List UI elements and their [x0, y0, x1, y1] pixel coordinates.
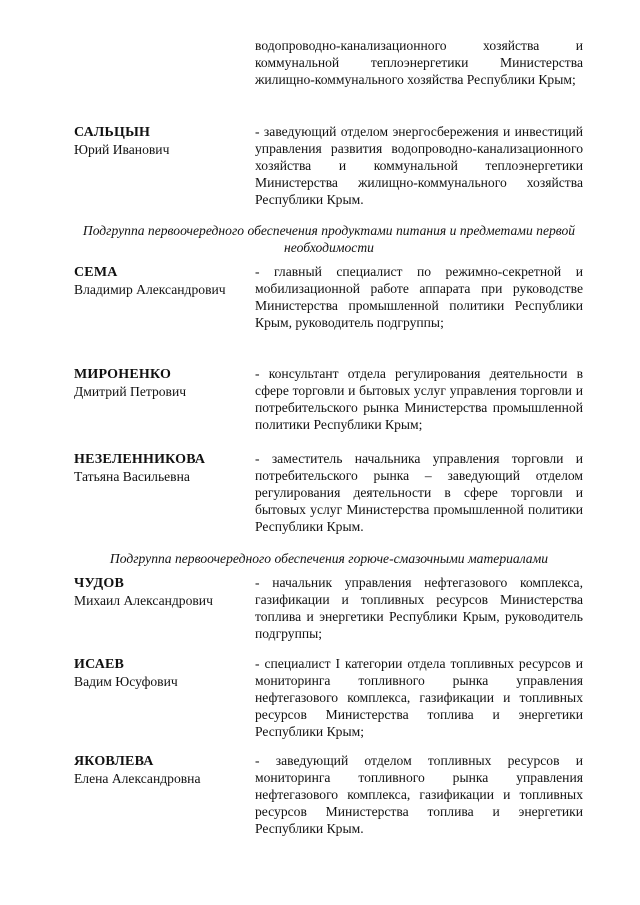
- member-description-saltsyn: - заведующий отделом энергосбережения и инвестиций управления развития водопроводно-канализационного хозяйства и коммунальной теплоэнергетики Министерства жилищно-коммунального хозяйства Республики Крым.: [255, 124, 583, 207]
- member-given-name-nezelennikova: Татьяна Васильевна: [74, 469, 190, 484]
- member-given-name-mironenko: Дмитрий Петрович: [74, 384, 187, 399]
- intro-paragraph: водопроводно-канализационного хозяйства и коммунальной теплоэнергетики Министерства жилищно-коммунального хозяйства Республики Крым;: [255, 38, 583, 87]
- member-surname-saltsyn: САЛЬЦЫН: [74, 125, 151, 140]
- member-description-isaev: - специалист I категории отдела топливных ресурсов и мониторинга топливного рынка управления нефтегазового комплекса, газификации и топливных ресурсов Министерства топлива и энергетики Республики Крым;: [255, 656, 583, 739]
- member-given-name-yakovleva: Елена Александровна: [74, 771, 201, 786]
- member-given-name-chudov: Михаил Александрович: [74, 593, 213, 608]
- member-surname-isaev: ИСАЕВ: [74, 657, 125, 672]
- subgroup-heading-fuel: Подгруппа первоочередного обеспечения горюче-смазочными материалами: [109, 551, 549, 566]
- member-description-chudov: - начальник управления нефтегазового комплекса, газификации и топливных ресурсов Министерства топлива и энергетики Республики Крым, руководитель подгруппы;: [255, 575, 583, 641]
- member-surname-mironenko: МИРОНЕНКО: [74, 367, 172, 382]
- subgroup-heading-food: Подгруппа первоочередного обеспечения продуктами питания и предметами первой необходимости: [82, 223, 576, 255]
- member-surname-nezelennikova: НЕЗЕЛЕННИКОВА: [74, 452, 206, 467]
- member-surname-sema: СЕМА: [74, 265, 118, 280]
- member-surname-chudov: ЧУДОВ: [74, 576, 124, 591]
- member-given-name-saltsyn: Юрий Иванович: [74, 142, 170, 157]
- member-given-name-isaev: Вадим Юсуфович: [74, 674, 178, 689]
- member-given-name-sema: Владимир Александрович: [74, 282, 226, 297]
- member-description-yakovleva: - заведующий отделом топливных ресурсов и мониторинга топливного рынка управления нефтегазового комплекса, газификации и топливных ресурсов Министерства топлива и энергетики Республики Крым.: [255, 753, 583, 836]
- member-surname-yakovleva: ЯКОВЛЕВА: [74, 754, 154, 769]
- member-description-mironenko: - консультант отдела регулирования деятельности в сфере торговли и бытовых услуг управления торговли и потребительского рынка Министерства промышленной политики Республики Крым;: [255, 366, 583, 432]
- member-description-sema: - главный специалист по режимно-секретной и мобилизационной работе аппарата при руководстве Министерства промышленной политики Республики Крым, руководитель подгруппы;: [255, 264, 583, 330]
- member-description-nezelennikova: - заместитель начальника управления торговли и потребительского рынка – заведующий отделом регулирования деятельности в сфере торговли и бытовых услуг Министерства промышленной политики Республики Крым.: [255, 451, 583, 534]
